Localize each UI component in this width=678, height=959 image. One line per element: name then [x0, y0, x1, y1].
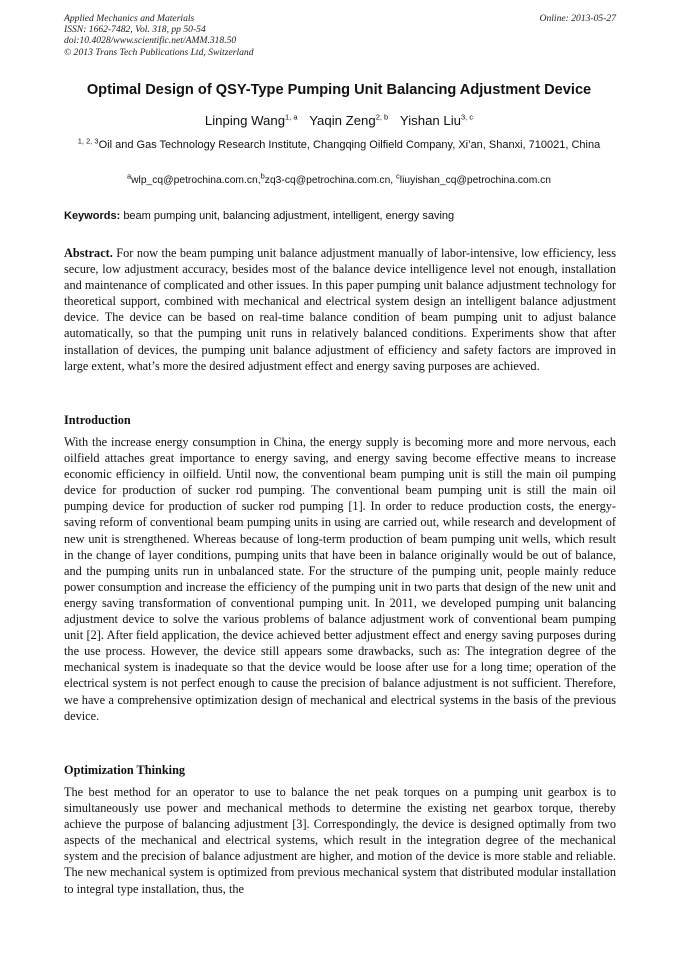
- journal-name: Applied Mechanics and Materials: [64, 13, 195, 24]
- online-date: Online: 2013-05-27: [539, 13, 616, 24]
- email-address[interactable]: liuyishan_cq@petrochina.com.cn: [399, 175, 552, 186]
- section-heading-introduction: Introduction: [64, 413, 131, 427]
- author-name: Yaqin Zeng: [309, 113, 376, 128]
- issn-line: ISSN: 1662-7482, Vol. 318, pp 50-54: [64, 24, 206, 36]
- author-name: Linping Wang: [204, 113, 286, 128]
- email-address[interactable]: wlp_cq@petrochina.com.cn,: [131, 175, 261, 186]
- author: [400, 113, 473, 128]
- optimization-paragraph: The best method for an operator to use to balance the net peak torques on a pumping unit gearbox is to simultaneously use power and mechanical methods to determine the existing net gearbox torque, thereby achieve the purpose of balancing adjustment [3]. Correspondingly, the device is designed optimally from two aspects of the mechanical and electrical systems, which result in the integration degree of the mechanical system and the precision of balance adjustment are higher, and motion of the device is more stable and reliable. The new mechanical system is optimized from previous mechanical system that distributed modular installation to integral type installation, thus, the: [64, 785, 616, 896]
- affiliation: [70, 138, 608, 153]
- author-name: Yishan Liu: [399, 113, 462, 128]
- keywords: [64, 209, 616, 224]
- journal-header: [64, 13, 616, 58]
- abstract: [64, 245, 616, 374]
- email-mark: a: [126, 171, 132, 181]
- email-list: [30, 171, 648, 188]
- affiliation-text: Oil and Gas Technology Research Institute, Changqing Oilfield Company, Xi’an, Shanxi, 710021, China: [98, 139, 601, 151]
- email-address[interactable]: zq3-cq@petrochina.com.cn,: [264, 175, 394, 186]
- email-mark: c: [396, 171, 400, 181]
- copyright-line: © 2013 Trans Tech Publications Ltd, Switzerland: [64, 46, 254, 58]
- author-marks: 3, c: [461, 112, 474, 122]
- abstract-text: For now the beam pumping unit balance adjustment manually of labor-intensive, low efficiency, less secure, low adjustment accuracy, besides most of the balance device intelligence level not enough, installation and maintenance of complicated and other issues. In this paper pumping unit balance adjustment technology for theoretical support, combined with mechanical and electrical system design an intelligent balance adjustment device. The device can be based on real-time balance condition of beam pumping unit to adjust balance automatically, so that the pumping unit runs in relatively balanced conditions. Experiments show that after installation of devices, the pumping unit balance adjustment of efficiency and safety factors are improved in large extent, what’s more the desired adjustment effect and energy saving purposes are achieved.: [64, 246, 617, 373]
- author: [205, 113, 298, 128]
- keywords-text: beam pumping unit, balancing adjustment, intelligent, energy saving: [123, 210, 455, 222]
- author-marks: 1, a: [285, 112, 298, 122]
- doi-line: doi:10.4028/www.scientific.net/AMM.318.50: [64, 35, 237, 47]
- abstract-label: Abstract.: [64, 246, 113, 260]
- email-mark: b: [260, 171, 265, 181]
- author-list: [40, 112, 638, 130]
- paper-title: Optimal Design of QSY-Type Pumping Unit Balancing Adjustment Device: [86, 82, 592, 98]
- introduction-paragraph: With the increase energy consumption in China, the energy supply is becoming more and more nervous, each oilfield attaches great importance to energy saving, and energy saving become effective means to increase economic efficiency in oilfield. Until now, the conventional beam pumping unit is still the main oil pumping device for production of sucker rod pumping. The conventional beam pumping unit is still the main oil pumping device for production of sucker rod pumping [1]. In order to reduce production costs, the energy-saving reform of conventional beam pumping units in using are carried out, while research and development of new unit is strengthened. Whereas because of long-term production of beam pumping unit wells, which result in the change of layer conditions, pumping units that have been in balance originally would be out of balance, and the pumping units run in unbalanced state. For the structure of the pumping unit, people mainly reduce power consumption and increase the efficiency of the pumping unit in two parts that design of the new unit and energy saving transformation of conventional pumping unit. In 2011, we developed pumping unit balancing adjustment device to solve the various problems of balance adjustment work of conventional beam pumping unit [2]. After field application, the device achieved better adjustment effect and energy saving purposes during the use process. However, the device still appears some drawbacks, such as: The integration degree of the mechanical system is inadequate so that the device would be loose after use for a long time; operation of the electrical system is not perfect enough to cause the precision of balance adjustment is not sufficient. Therefore, we have a comprehensive optimization design of mechanical and electrical systems in the basis of the previous device.: [64, 435, 616, 723]
- section-heading-optimization: Optimization Thinking: [64, 763, 186, 777]
- affiliation-marks: 1, 2, 3: [77, 136, 99, 146]
- keywords-label: Keywords:: [64, 210, 121, 222]
- author: [309, 113, 388, 128]
- author-marks: 2, b: [375, 112, 389, 122]
